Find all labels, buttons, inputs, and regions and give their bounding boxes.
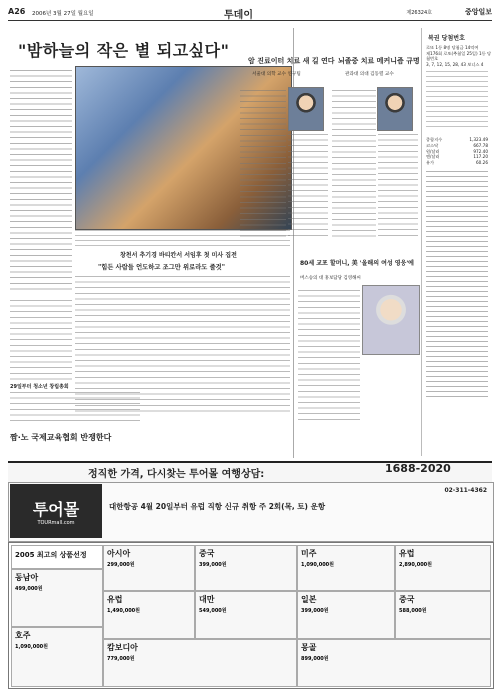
market-row: 종합지수 1,323.49 <box>426 137 488 143</box>
ad-cell: 유럽 2,890,000원 <box>395 545 491 591</box>
center-article-quote: "힘든 사람들 언도하고 조그만 위로라도 줄것" <box>98 264 226 271</box>
lottery-line-2: 제176회 로또(추첨일 25일) 1등 당첨번호 <box>426 50 492 62</box>
ad-cell: 대만 549,000원 <box>195 591 297 639</box>
ad-cell: 중국 399,000원 <box>195 545 297 591</box>
sidebar-body <box>426 71 488 131</box>
ad-cell: 일본 399,000원 <box>297 591 395 639</box>
bottom-left-title: 짬·노 국제교육협회 반쟁한다 <box>10 433 112 442</box>
page-number: A26 <box>8 7 26 16</box>
ad-cell: 유럽 1,490,000원 <box>103 591 195 639</box>
right-sidebar <box>421 28 492 456</box>
issue-date: 2006년 3월 27일 월요일 <box>32 11 94 17</box>
tourmall-logo <box>10 484 102 538</box>
logo-text: 투어몰 <box>32 499 80 519</box>
bottom-left-small-title: 29일부터 청소년 창립총회 <box>10 384 69 390</box>
ad-promo: 대한항공 4월 20일부터 유럽 직항 신규 취항 주 2회(목, 토) 운항 <box>109 502 326 511</box>
market-row: 엔/달러 117.20 <box>426 154 488 160</box>
lottery-line-3: 3, 7, 12, 15, 28, 43 보너스 4 <box>426 61 484 67</box>
article-sub-heroine: 버스승의 대 홍보담당 김영해씨 <box>300 276 361 281</box>
issue-number: 제26324호 <box>406 10 432 16</box>
article-title-stroke: 뇌졸중 치료 메커니즘 규명 <box>338 57 420 65</box>
newspaper-name: 중앙일보 <box>464 8 492 16</box>
ad-cell: 아시아 299,000원 <box>103 545 195 591</box>
ad-phone: 1688-2020 <box>385 462 451 475</box>
lottery-line-1: 로또 1등 8명 당첨금 14억여 <box>426 45 479 50</box>
ad-year-badge: 2005 최고의 상품선정 <box>11 545 103 569</box>
ad-banner-text: 정직한 가격, 다시찾는 투어몰 여행상담: <box>88 469 265 480</box>
ad-grid <box>8 542 494 689</box>
masthead <box>8 6 492 21</box>
article-sub-cancer: 서울대 의학 교수 연구팀 <box>252 72 301 77</box>
ad-cell: 미주 1,090,000원 <box>297 545 395 591</box>
logo-subtext: TOURmall.com <box>37 519 75 526</box>
ad-cell: 호주 1,090,000원 <box>11 627 103 687</box>
left-lower-article <box>10 300 72 380</box>
ad-cell: 캄보디아 779,000원 <box>103 639 297 687</box>
market-row: 코스닥 667.78 <box>426 142 488 148</box>
cancer-article-body <box>240 90 286 240</box>
market-detail-table <box>426 171 488 401</box>
heroine-photo <box>362 285 420 355</box>
stroke-article-body-2 <box>378 134 418 238</box>
ad-cell: 동남아 499,000원 <box>11 569 103 627</box>
portrait-professor-2 <box>377 87 413 131</box>
article-title-heroine: 80세 교포 할머니, 美 '올해의 여성 영웅'에 <box>300 260 414 267</box>
market-row: 원/달러 972.40 <box>426 148 488 154</box>
main-headline: "밤하늘의 작은 별 되고싶다" <box>18 41 230 60</box>
market-table <box>426 137 488 165</box>
ad-phone-secondary: 02-311-4362 <box>444 487 487 494</box>
ad-cell: 중국 588,000원 <box>395 591 491 639</box>
article-sub-stroke: 관과대 의대 김동렬 교수 <box>345 72 394 77</box>
market-row: 유가 60.26 <box>426 159 488 165</box>
heroine-article-body <box>298 290 360 420</box>
lottery-title: 복권 당첨번호 <box>428 35 465 42</box>
left-article-body <box>10 70 72 290</box>
article-title-cancer: 암 진료이터 치료 새 길 연다 <box>248 57 335 65</box>
cancer-article-body-2 <box>288 134 328 238</box>
stroke-article-body <box>332 90 376 240</box>
portrait-professor-1 <box>288 87 324 131</box>
bottom-left-body <box>10 392 140 424</box>
ad-cell: 몽골 899,000원 <box>297 639 491 687</box>
section-title: 투데이 <box>224 10 253 21</box>
center-article-title: 창천서 추기경 바티칸서 서임후 첫 미사 집전 <box>120 252 237 259</box>
